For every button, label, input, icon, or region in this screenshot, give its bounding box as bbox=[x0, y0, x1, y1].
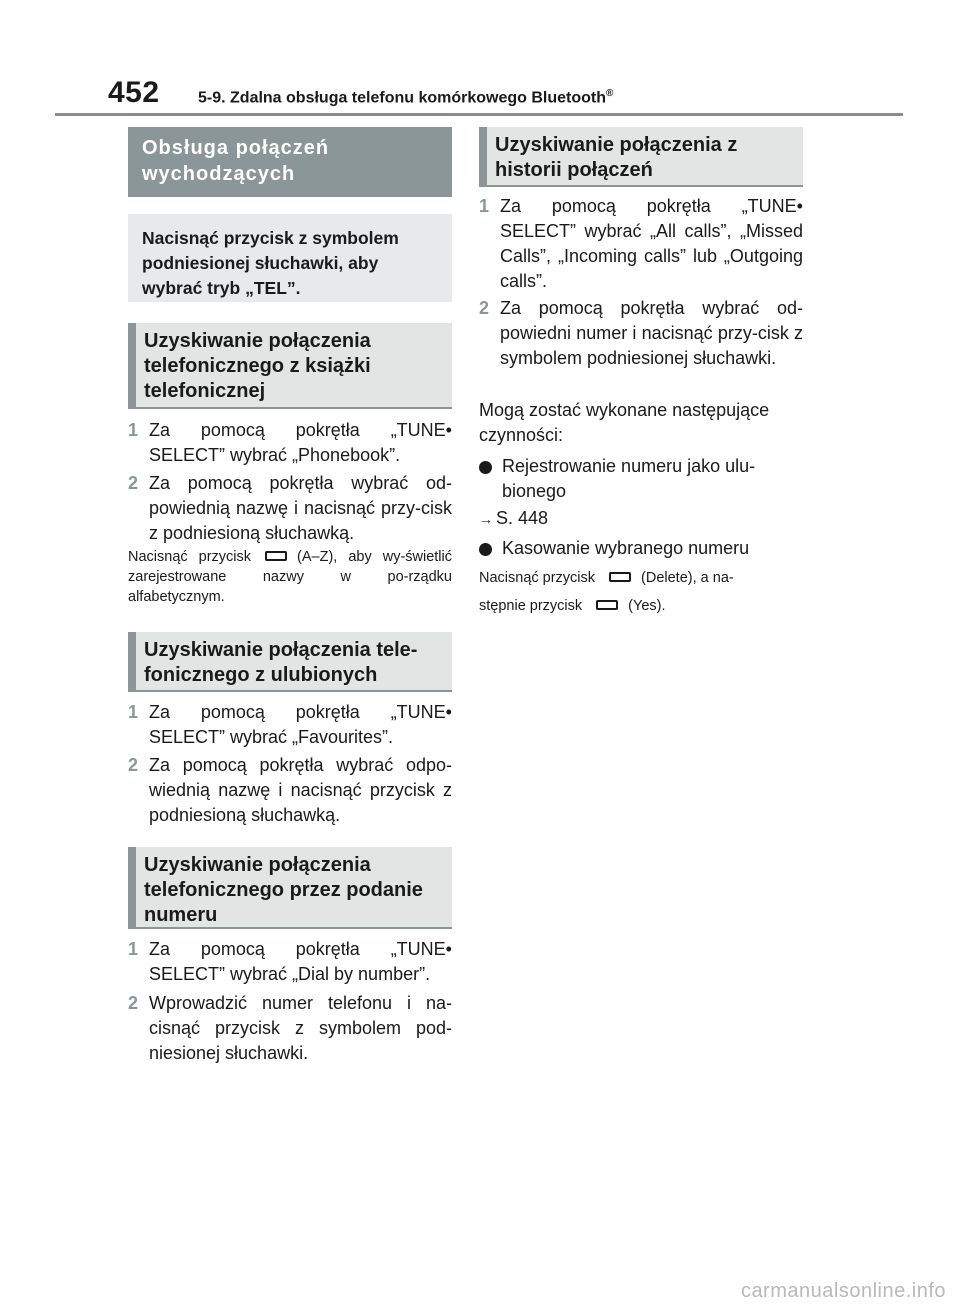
bullet-register bbox=[479, 454, 803, 504]
chapter-title bbox=[198, 88, 613, 107]
phonebook-note bbox=[128, 547, 452, 607]
button-icon bbox=[265, 551, 287, 561]
section-title-dial: Uzyskiwanie połączenia telefonicznego przez podanie numeru bbox=[128, 847, 452, 929]
bullet-dot bbox=[479, 543, 492, 556]
phonebook-step-1 bbox=[128, 418, 452, 468]
actions-intro: Mogą zostać wykonane następujące czynności: bbox=[479, 400, 770, 445]
arrow-icon: → bbox=[479, 511, 493, 527]
button-icon bbox=[596, 600, 618, 610]
section-title-outgoing: Obsługa połączeń wychodzących bbox=[128, 127, 452, 197]
step-text: Za pomocą pokrętła „TUNE• SELECT” wybrać „All calls”, „Missed Calls”, „Incoming calls” lub „Outgoing calls”. bbox=[500, 196, 803, 291]
step-text: Za pomocą pokrętła wybrać od-powiednią nazwę i nacisnąć przy-cisk z podniesioną słuchawką. bbox=[149, 473, 452, 543]
delete-note-line-1 bbox=[479, 568, 803, 588]
chapter-title-text: 5-9. Zdalna obsługa telefonu komórkowego Bluetooth bbox=[198, 89, 607, 107]
favourites-step-1 bbox=[128, 700, 452, 750]
dial-step-2 bbox=[128, 991, 452, 1066]
step-number: 2 bbox=[128, 755, 139, 775]
bullet-delete bbox=[479, 536, 803, 561]
step-number: 1 bbox=[128, 939, 139, 959]
note-suffix: (Yes). bbox=[628, 598, 666, 614]
step-number: 2 bbox=[128, 993, 139, 1013]
bullet-text: Rejestrowanie numeru jako ulu-bionego bbox=[502, 456, 756, 501]
button-icon bbox=[609, 572, 631, 582]
page-number: 452 bbox=[108, 76, 160, 109]
step-number: 2 bbox=[479, 298, 490, 318]
section-title-history: Uzyskiwanie połączenia z historii połączeń bbox=[479, 127, 803, 187]
note-prefix: Nacisnąć przycisk bbox=[128, 549, 252, 565]
registered-mark: ® bbox=[606, 88, 614, 99]
history-step-1 bbox=[479, 194, 803, 294]
step-text: Za pomocą pokrętła „TUNE• SELECT” wybrać „Favourites”. bbox=[149, 702, 452, 747]
phonebook-step-2 bbox=[128, 471, 452, 546]
bullet-dot bbox=[479, 461, 492, 474]
note-suffix: (A–Z), aby wy-świetlić zarejestrowane nazwy w po-rządku alfabetycznym. bbox=[128, 549, 453, 605]
step-text: Za pomocą pokrętła wybrać od-powiedni numer i nacisnąć przy-cisk z symbolem podniesionej słuchawki. bbox=[500, 298, 803, 368]
step-number: 2 bbox=[128, 473, 139, 493]
step-text: Za pomocą pokrętła „TUNE• SELECT” wybrać „Dial by number”. bbox=[149, 939, 452, 984]
step-number: 1 bbox=[128, 702, 139, 722]
step-text: Za pomocą pokrętła „TUNE• SELECT” wybrać „Phonebook”. bbox=[149, 420, 452, 465]
note-prefix: Nacisnąć przycisk bbox=[479, 570, 596, 586]
page-reference bbox=[479, 506, 803, 532]
step-number: 1 bbox=[479, 196, 490, 216]
step-text: Za pomocą pokrętła wybrać odpo-wiednią nazwę i nacisnąć przycisk z podniesioną słuchawką. bbox=[149, 755, 452, 825]
dial-step-1 bbox=[128, 937, 452, 987]
watermark: carmanualsonline.info bbox=[740, 1280, 946, 1302]
section-title-favourites: Uzyskiwanie połączenia tele-fonicznego z ulubionych bbox=[128, 632, 452, 692]
reference-link[interactable]: S. 448 bbox=[496, 508, 549, 528]
delete-note-line-2 bbox=[479, 596, 803, 616]
note-prefix: stępnie przycisk bbox=[479, 598, 583, 614]
note-suffix: (Delete), a na- bbox=[641, 570, 734, 586]
favourites-step-2 bbox=[128, 753, 452, 828]
outgoing-notice: Nacisnąć przycisk z symbolem podniesionej słuchawki, aby wybrać tryb „TEL”. bbox=[128, 214, 452, 302]
section-title-phonebook: Uzyskiwanie połączenia telefonicznego z książki telefonicznej bbox=[128, 323, 452, 409]
history-step-2 bbox=[479, 296, 803, 371]
header-rule bbox=[55, 113, 903, 116]
step-text: Wprowadzić numer telefonu i na-cisnąć przycisk z symbolem pod-niesionej słuchawki. bbox=[149, 993, 452, 1063]
bullet-text: Kasowanie wybranego numeru bbox=[502, 538, 750, 558]
step-number: 1 bbox=[128, 420, 139, 440]
